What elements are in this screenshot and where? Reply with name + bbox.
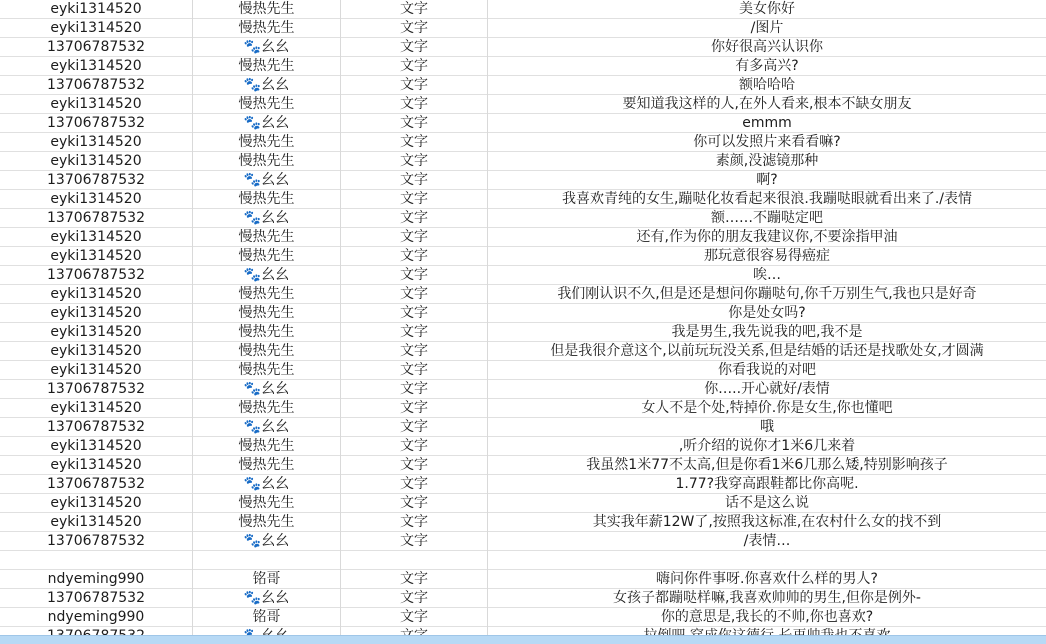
cell-nickname[interactable]: 🐾幺幺 <box>193 532 341 551</box>
table-row <box>0 247 1046 266</box>
horizontal-scrollbar[interactable] <box>0 635 1046 644</box>
cell-nickname[interactable]: 🐾幺幺 <box>193 418 341 437</box>
cell-empty[interactable] <box>488 551 1046 570</box>
table-row <box>0 570 1046 589</box>
cell-message-type[interactable]: 文字 <box>341 285 488 304</box>
cell-nickname[interactable]: 🐾幺幺 <box>193 38 341 57</box>
cell-account-id[interactable]: eyki1314520 <box>0 133 193 152</box>
cell-message-content[interactable]: 女孩子都蹦哒样嘛,我喜欢帅帅的男生,但你是例外- <box>613 590 921 606</box>
cell-message-content[interactable]: ,听介绍的说你才1米6几来着 <box>678 438 856 454</box>
cell-account-id[interactable]: 13706787532 <box>0 418 193 437</box>
cell-message-content[interactable]: 你是处女吗? <box>728 305 806 321</box>
cell-nickname[interactable]: 慢热先生 <box>193 342 341 361</box>
cell-message-content[interactable]: 有多高兴? <box>735 58 799 74</box>
cell-nickname[interactable]: 慢热先生 <box>193 437 341 456</box>
cell-account-id[interactable]: 13706787532 <box>0 475 193 494</box>
cell-account-id[interactable]: eyki1314520 <box>0 323 193 342</box>
cell-message-content[interactable]: 额……不蹦哒定吧 <box>711 210 823 226</box>
table-row <box>0 0 1046 19</box>
cell-message-type[interactable]: 文字 <box>341 38 488 57</box>
table-row <box>0 342 1046 361</box>
cell-message-type[interactable]: 文字 <box>341 532 488 551</box>
cell-account-id[interactable]: eyki1314520 <box>0 285 193 304</box>
cell-account-id[interactable]: eyki1314520 <box>0 494 193 513</box>
table-row <box>0 171 1046 190</box>
table-row <box>0 418 1046 437</box>
cell-message-content[interactable]: 你的意思是,我长的不帅,你也喜欢? <box>660 609 874 625</box>
cell-nickname[interactable]: 慢热先生 <box>193 19 341 38</box>
cell-nickname[interactable]: 慢热先生 <box>193 228 341 247</box>
table-row <box>0 437 1046 456</box>
cell-message-content[interactable]: 要知道我这样的人,在外人看来,根本不缺女朋友 <box>622 96 912 112</box>
cell-account-id[interactable]: eyki1314520 <box>0 361 193 380</box>
cell-message-type[interactable]: 文字 <box>341 323 488 342</box>
cell-message-content[interactable]: 话不是这么说 <box>725 495 809 511</box>
cell-message-content[interactable]: 哦 <box>760 419 774 435</box>
cell-message-content[interactable]: 我虽然1米77不太高,但是你看1米6几那么矮,特别影响孩子 <box>586 457 948 473</box>
cell-account-id[interactable]: eyki1314520 <box>0 0 193 19</box>
cell-message-content[interactable]: 美女你好 <box>739 1 795 17</box>
cell-message-type[interactable]: 文字 <box>341 456 488 475</box>
cell-account-id[interactable]: 13706787532 <box>0 171 193 190</box>
cell-nickname[interactable]: 🐾幺幺 <box>193 209 341 228</box>
cell-nickname[interactable]: 慢热先生 <box>193 456 341 475</box>
cell-message-content[interactable]: 我喜欢青纯的女生,蹦哒化妆看起来很浪.我蹦哒眼就看出来了./表情 <box>561 191 973 207</box>
cell-message-content[interactable]: 素颜,没滤镜那种 <box>715 153 819 169</box>
table-row <box>0 304 1046 323</box>
cell-account-id[interactable]: eyki1314520 <box>0 456 193 475</box>
cell-account-id[interactable]: ndyeming990 <box>0 570 193 589</box>
cell-empty[interactable] <box>193 551 341 570</box>
cell-nickname[interactable]: 慢热先生 <box>193 304 341 323</box>
cell-message-type[interactable]: 文字 <box>341 475 488 494</box>
cell-message-content[interactable]: 1.77?我穿高跟鞋都比你高呢. <box>675 476 859 492</box>
table-row <box>0 380 1046 399</box>
cell-message-type[interactable]: 文字 <box>341 437 488 456</box>
cell-message-content[interactable]: 唉… <box>753 267 781 283</box>
table-row <box>0 399 1046 418</box>
table-row <box>0 285 1046 304</box>
cell-empty[interactable] <box>341 551 488 570</box>
cell-account-id[interactable]: eyki1314520 <box>0 437 193 456</box>
cell-account-id[interactable]: eyki1314520 <box>0 342 193 361</box>
cell-message-type[interactable]: 文字 <box>341 95 488 114</box>
cell-account-id[interactable]: eyki1314520 <box>0 95 193 114</box>
cell-message-type[interactable]: 文字 <box>341 342 488 361</box>
table-row <box>0 95 1046 114</box>
cell-account-id[interactable]: 13706787532 <box>0 266 193 285</box>
cell-account-id[interactable]: eyki1314520 <box>0 247 193 266</box>
cell-nickname[interactable]: 慢热先生 <box>193 190 341 209</box>
cell-account-id[interactable]: eyki1314520 <box>0 228 193 247</box>
table-row <box>0 152 1046 171</box>
table-row <box>0 133 1046 152</box>
cell-message-type[interactable]: 文字 <box>341 247 488 266</box>
table-row <box>0 57 1046 76</box>
cell-account-id[interactable]: 13706787532 <box>0 114 193 133</box>
cell-message-content[interactable]: 我们刚认识不久,但是还是想问你蹦哒句,你千万别生气,我也只是好奇 <box>557 286 977 302</box>
table-row <box>0 532 1046 551</box>
cell-message-type[interactable]: 文字 <box>341 19 488 38</box>
cell-message-type[interactable]: 文字 <box>341 190 488 209</box>
cell-message-type[interactable]: 文字 <box>341 589 488 608</box>
cell-account-id[interactable]: eyki1314520 <box>0 19 193 38</box>
cell-message-content[interactable]: /表情… <box>743 533 791 549</box>
cell-message-type[interactable]: 文字 <box>341 380 488 399</box>
cell-message-content[interactable]: 那玩意很容易得癌症 <box>704 248 830 264</box>
cell-nickname[interactable]: 🐾幺幺 <box>193 589 341 608</box>
cell-nickname[interactable]: 🐾幺幺 <box>193 266 341 285</box>
cell-message-type[interactable]: 文字 <box>341 0 488 19</box>
cell-nickname[interactable]: 慢热先生 <box>193 133 341 152</box>
cell-message-type[interactable]: 文字 <box>341 570 488 589</box>
cell-account-id[interactable]: 13706787532 <box>0 589 193 608</box>
cell-message-type[interactable]: 文字 <box>341 399 488 418</box>
cell-message-content[interactable]: 你…..开心就好/表情 <box>704 381 830 397</box>
cell-message-content[interactable]: 其实我年薪12W了,按照我这标准,在农村什么女的找不到 <box>592 514 942 530</box>
table-row <box>0 608 1046 627</box>
cell-message-type[interactable]: 文字 <box>341 57 488 76</box>
cell-message-type[interactable]: 文字 <box>341 209 488 228</box>
cell-nickname[interactable]: 慢热先生 <box>193 513 341 532</box>
empty-row <box>0 551 1046 570</box>
table-row <box>0 228 1046 247</box>
cell-account-id[interactable]: eyki1314520 <box>0 399 193 418</box>
table-row <box>0 513 1046 532</box>
cell-nickname[interactable]: 🐾幺幺 <box>193 114 341 133</box>
table-row <box>0 589 1046 608</box>
cell-message-type[interactable]: 文字 <box>341 608 488 627</box>
cell-message-content[interactable]: 你看我说的对吧 <box>718 362 816 378</box>
cell-nickname[interactable]: 慢热先生 <box>193 494 341 513</box>
cell-nickname[interactable]: 慢热先生 <box>193 95 341 114</box>
cell-nickname[interactable]: 铭哥 <box>193 570 341 589</box>
cell-message-type[interactable]: 文字 <box>341 266 488 285</box>
cell-account-id[interactable]: ndyeming990 <box>0 608 193 627</box>
cell-nickname[interactable]: 🐾幺幺 <box>193 475 341 494</box>
cell-message-content[interactable]: 额哈哈哈 <box>739 77 795 93</box>
cell-account-id[interactable]: 13706787532 <box>0 76 193 95</box>
table-row <box>0 494 1046 513</box>
cell-nickname[interactable]: 慢热先生 <box>193 285 341 304</box>
cell-nickname[interactable]: 慢热先生 <box>193 0 341 19</box>
cell-message-content[interactable]: 啊? <box>756 172 778 188</box>
cell-message-type[interactable]: 文字 <box>341 152 488 171</box>
cell-nickname[interactable]: 慢热先生 <box>193 399 341 418</box>
cell-message-type[interactable]: 文字 <box>341 228 488 247</box>
cell-message-content[interactable]: /图片 <box>750 20 784 36</box>
cell-message-type[interactable]: 文字 <box>341 171 488 190</box>
cell-message-content[interactable]: 嗨问你件事呀.你喜欢什么样的男人? <box>656 571 878 587</box>
cell-message-content[interactable]: 还有,作为你的朋友我建议你,不要涂指甲油 <box>636 229 898 245</box>
cell-account-id[interactable]: 13706787532 <box>0 38 193 57</box>
cell-nickname[interactable]: 铭哥 <box>193 608 341 627</box>
cell-nickname[interactable]: 🐾幺幺 <box>193 171 341 190</box>
cell-message-type[interactable]: 文字 <box>341 513 488 532</box>
cell-nickname[interactable]: 慢热先生 <box>193 152 341 171</box>
cell-account-id[interactable]: eyki1314520 <box>0 304 193 323</box>
table-row <box>0 19 1046 38</box>
cell-message-type[interactable]: 文字 <box>341 304 488 323</box>
cell-message-content[interactable]: 但是我很介意这个,以前玩玩没关系,但是结婚的话还是找歌处女,才圆满 <box>550 343 984 359</box>
table-row <box>0 76 1046 95</box>
cell-message-content[interactable]: emmm <box>742 115 792 131</box>
cell-message-content[interactable]: 你好很高兴认识你 <box>711 39 823 55</box>
cell-nickname[interactable]: 慢热先生 <box>193 57 341 76</box>
cell-account-id[interactable]: 13706787532 <box>0 209 193 228</box>
cell-message-type[interactable]: 文字 <box>341 133 488 152</box>
cell-nickname[interactable]: 慢热先生 <box>193 361 341 380</box>
cell-message-content[interactable]: 我是男生,我先说我的吧,我不是 <box>671 324 863 340</box>
cell-message-type[interactable]: 文字 <box>341 114 488 133</box>
cell-nickname[interactable]: 慢热先生 <box>193 323 341 342</box>
table-row <box>0 475 1046 494</box>
cell-account-id[interactable]: eyki1314520 <box>0 152 193 171</box>
table-row <box>0 361 1046 380</box>
cell-message-type[interactable]: 文字 <box>341 494 488 513</box>
cell-nickname[interactable]: 🐾幺幺 <box>193 76 341 95</box>
cell-account-id[interactable]: 13706787532 <box>0 532 193 551</box>
table-row <box>0 38 1046 57</box>
cell-account-id[interactable]: eyki1314520 <box>0 190 193 209</box>
cell-message-type[interactable]: 文字 <box>341 418 488 437</box>
cell-account-id[interactable]: 13706787532 <box>0 380 193 399</box>
cell-nickname[interactable]: 🐾幺幺 <box>193 380 341 399</box>
cell-empty[interactable] <box>0 551 193 570</box>
table-row <box>0 456 1046 475</box>
table-row <box>0 323 1046 342</box>
cell-account-id[interactable]: eyki1314520 <box>0 57 193 76</box>
cell-nickname[interactable]: 慢热先生 <box>193 247 341 266</box>
cell-message-type[interactable]: 文字 <box>341 76 488 95</box>
cell-account-id[interactable]: eyki1314520 <box>0 513 193 532</box>
table-row <box>0 209 1046 228</box>
table-row <box>0 266 1046 285</box>
table-row <box>0 114 1046 133</box>
cell-message-content[interactable]: 女人不是个处,特掉价.你是女生,你也懂吧 <box>641 400 893 416</box>
table-row <box>0 190 1046 209</box>
cell-message-type[interactable]: 文字 <box>341 361 488 380</box>
cell-message-content[interactable]: 你可以发照片来看看嘛? <box>693 134 841 150</box>
